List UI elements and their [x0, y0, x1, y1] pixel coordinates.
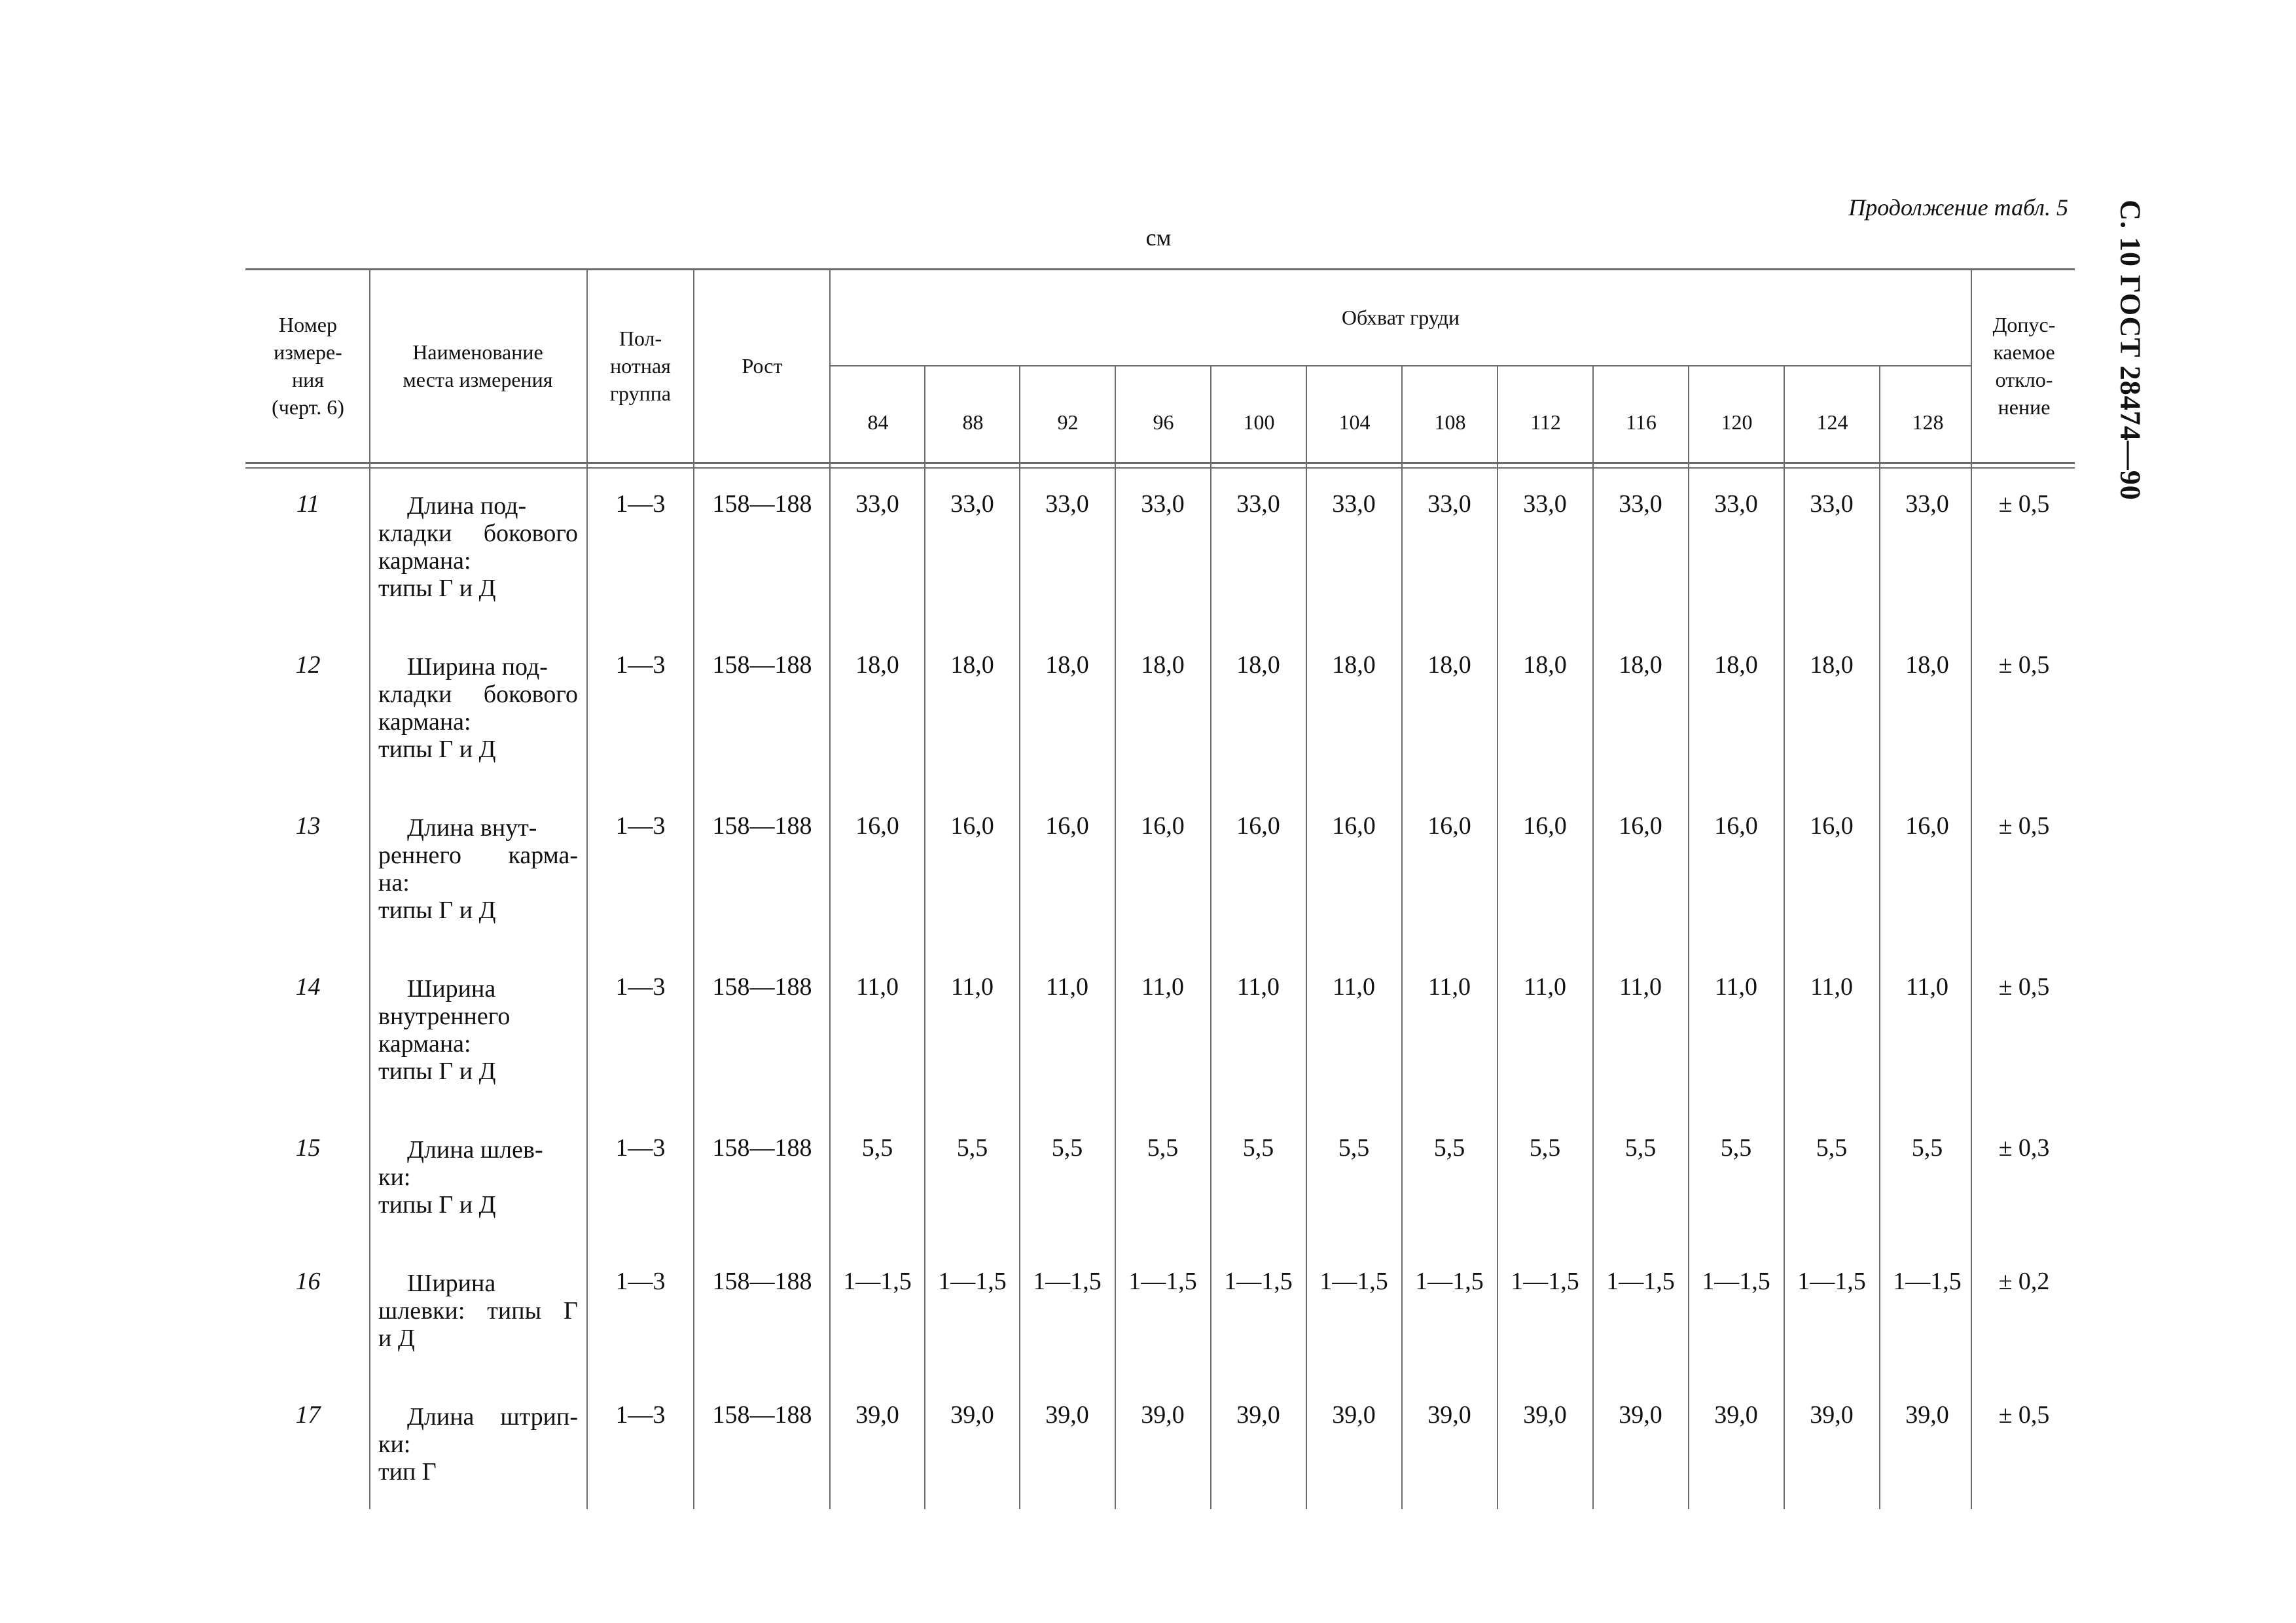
header-place-name	[370, 270, 586, 462]
column-rule	[1784, 365, 1785, 1509]
row-value-cell: 39,0	[950, 1401, 994, 1429]
row-value-cell: 5,5	[1911, 1134, 1943, 1162]
column-rule	[1401, 365, 1403, 1509]
row-value-cell: 16,0	[1141, 812, 1185, 840]
row-value-cell: 33,0	[1045, 490, 1089, 518]
row-value-cell: 1—1,5	[1415, 1268, 1484, 1295]
row-fullness-group: 1—3	[615, 651, 666, 679]
row-value-cell: 16,0	[855, 812, 899, 840]
row-value-cell: 39,0	[1810, 1401, 1854, 1429]
row-value-cell: 39,0	[855, 1401, 899, 1429]
row-place-name	[378, 1403, 578, 1486]
row-value-cell: 11,0	[1427, 973, 1471, 1001]
row-value-cell: 1—1,5	[1702, 1268, 1770, 1295]
row-place-name-line: Длина внут-	[407, 814, 537, 842]
column-rule	[829, 268, 831, 1509]
row-place-name-line: типы Г и Д	[378, 897, 496, 924]
row-height: 158—188	[712, 1401, 812, 1429]
row-value-cell: 5,5	[861, 1134, 893, 1162]
table-continuation-caption: Продолжение табл. 5	[1848, 194, 2068, 221]
row-value-cell: 16,0	[1619, 812, 1662, 840]
header-chest-size: 124	[1816, 410, 1848, 434]
row-value-cell: 5,5	[1624, 1134, 1657, 1162]
row-value-cell: 1—1,5	[843, 1268, 912, 1295]
header-fullness-group	[587, 270, 694, 462]
row-value-cell: 39,0	[1236, 1401, 1280, 1429]
row-tolerance: ± 0,5	[1998, 1401, 2050, 1429]
row-value-cell: 18,0	[1141, 651, 1185, 679]
row-value-cell: 39,0	[1714, 1401, 1758, 1429]
row-value-cell: 11,0	[1523, 973, 1567, 1001]
row-value-cell: 33,0	[1905, 490, 1949, 518]
row-value-cell: 18,0	[1427, 651, 1471, 679]
row-value-cell: 39,0	[1045, 1401, 1089, 1429]
header-text-line: нотная	[610, 354, 671, 378]
header-text-line: Номер	[279, 313, 337, 336]
header-tolerance	[1973, 270, 2075, 462]
header-chest-size: 88	[962, 410, 984, 434]
header-chest-size: 92	[1057, 410, 1079, 434]
row-value-cell: 18,0	[1619, 651, 1662, 679]
row-value-cell: 1—1,5	[1511, 1268, 1579, 1295]
row-value-cell: 18,0	[1236, 651, 1280, 679]
row-fullness-group: 1—3	[615, 973, 666, 1001]
row-value-cell: 11,0	[1141, 973, 1185, 1001]
row-place-name-line: Ширина под-	[407, 653, 548, 681]
row-tolerance: ± 0,5	[1998, 490, 2050, 518]
row-place-name	[378, 492, 578, 602]
header-text-line: ния	[292, 368, 324, 391]
row-value-cell: 1—1,5	[1797, 1268, 1866, 1295]
row-value-cell: 5,5	[1242, 1134, 1274, 1162]
row-value-cell: 5,5	[1529, 1134, 1561, 1162]
column-rule	[1971, 268, 1972, 1509]
row-height: 158—188	[712, 812, 812, 840]
row-place-name-line: кармана:	[378, 547, 471, 575]
row-value-cell: 18,0	[950, 651, 994, 679]
row-value-cell: 33,0	[1714, 490, 1758, 518]
header-bottom-rule	[245, 462, 2075, 464]
row-place-name-line: типы Г и Д	[378, 1191, 496, 1219]
row-place-name-line: кладки бокового	[378, 681, 578, 708]
row-value-cell: 11,0	[1810, 973, 1854, 1001]
column-rule	[1688, 365, 1689, 1509]
row-tolerance: ± 0,3	[1998, 1134, 2050, 1162]
row-value-cell: 18,0	[1045, 651, 1089, 679]
header-chest-size: 100	[1243, 410, 1275, 434]
row-place-name-line: Длина шлев-	[407, 1136, 543, 1164]
row-value-cell: 1—1,5	[938, 1268, 1007, 1295]
row-value-cell: 33,0	[1619, 490, 1662, 518]
row-tolerance: ± 0,2	[1998, 1268, 2050, 1295]
row-measure-number: 12	[295, 651, 321, 679]
header-chest-size: 112	[1530, 410, 1561, 434]
row-place-name-line: типы Г и Д	[378, 1058, 496, 1085]
header-chest-size: 120	[1721, 410, 1753, 434]
row-place-name-line: Ширина	[407, 1270, 496, 1297]
row-fullness-group: 1—3	[615, 1268, 666, 1295]
row-value-cell: 39,0	[1332, 1401, 1376, 1429]
header-height	[695, 270, 829, 462]
header-text-line: нение	[1998, 395, 2051, 419]
standard-page-label: С. 10 ГОСТ 28474—90	[2114, 200, 2147, 501]
row-place-name	[378, 1270, 578, 1352]
row-value-cell: 5,5	[1338, 1134, 1370, 1162]
row-value-cell: 33,0	[1427, 490, 1471, 518]
row-height: 158—188	[712, 651, 812, 679]
row-value-cell: 11,0	[1236, 973, 1280, 1001]
row-value-cell: 33,0	[1141, 490, 1185, 518]
row-place-name-line: на:	[378, 869, 410, 897]
row-value-cell: 39,0	[1619, 1401, 1662, 1429]
row-place-name-line: типы Г и Д	[378, 736, 496, 763]
row-value-cell: 1—1,5	[1033, 1268, 1102, 1295]
row-value-cell: 16,0	[1714, 812, 1758, 840]
row-value-cell: 33,0	[1523, 490, 1567, 518]
header-chest-size: 128	[1912, 410, 1944, 434]
row-value-cell: 5,5	[1147, 1134, 1179, 1162]
row-place-name-line: Длина штрип-	[407, 1403, 578, 1431]
row-value-cell: 18,0	[1810, 651, 1854, 679]
row-tolerance: ± 0,5	[1998, 973, 2050, 1001]
row-value-cell: 11,0	[1332, 973, 1376, 1001]
row-place-name-line: типы Г и Д	[378, 575, 496, 602]
row-value-cell: 5,5	[1720, 1134, 1752, 1162]
column-rule	[1019, 365, 1020, 1509]
row-value-cell: 16,0	[1236, 812, 1280, 840]
column-rule	[1306, 365, 1307, 1509]
row-fullness-group: 1—3	[615, 812, 666, 840]
row-fullness-group: 1—3	[615, 490, 666, 518]
row-value-cell: 16,0	[1045, 812, 1089, 840]
row-measure-number: 11	[296, 490, 320, 518]
column-rule	[693, 268, 694, 1509]
row-value-cell: 11,0	[1714, 973, 1758, 1001]
header-measure-number	[247, 270, 368, 462]
row-value-cell: 18,0	[1905, 651, 1949, 679]
header-text-line: каемое	[1993, 340, 2055, 364]
row-value-cell: 33,0	[1332, 490, 1376, 518]
row-place-name	[378, 1136, 578, 1219]
header-text-line: места измерения	[403, 368, 553, 391]
table-unit-label: см	[1145, 224, 1172, 251]
row-place-name-line: ки:	[378, 1164, 411, 1191]
header-text-line: Допус-	[1992, 313, 2056, 336]
row-value-cell: 5,5	[956, 1134, 988, 1162]
row-value-cell: 5,5	[1051, 1134, 1083, 1162]
row-place-name	[378, 814, 578, 924]
row-measure-number: 13	[295, 812, 321, 840]
column-rule	[1497, 365, 1498, 1509]
row-value-cell: 33,0	[950, 490, 994, 518]
column-rule	[1879, 365, 1880, 1509]
row-value-cell: 39,0	[1905, 1401, 1949, 1429]
row-value-cell: 11,0	[1619, 973, 1662, 1001]
header-chest-size: 116	[1626, 410, 1657, 434]
header-text-line: откло-	[1995, 368, 2053, 391]
header-text-line: Пол-	[619, 327, 662, 350]
row-place-name-line: кармана:	[378, 1030, 471, 1058]
header-text-line: (черт. 6)	[272, 395, 344, 419]
row-value-cell: 1—1,5	[1319, 1268, 1388, 1295]
row-value-cell: 18,0	[1714, 651, 1758, 679]
row-value-cell: 11,0	[855, 973, 899, 1001]
row-value-cell: 16,0	[1810, 812, 1854, 840]
row-place-name-line: Ширина	[407, 975, 496, 1003]
header-chest-girth	[831, 270, 1970, 365]
row-measure-number: 17	[295, 1401, 321, 1429]
row-value-cell: 11,0	[950, 973, 994, 1001]
header-text-line: Рост	[742, 354, 783, 378]
header-text-line: Наименование	[412, 340, 543, 364]
row-height: 158—188	[712, 1134, 812, 1162]
row-fullness-group: 1—3	[615, 1134, 666, 1162]
row-value-cell: 39,0	[1523, 1401, 1567, 1429]
row-place-name-line: и Д	[378, 1325, 415, 1352]
header-text-line: группа	[609, 382, 672, 405]
header-chest-size: 104	[1338, 410, 1371, 434]
row-height: 158—188	[712, 973, 812, 1001]
row-place-name-line: реннего карма-	[378, 842, 578, 869]
row-place-name-line: шлевки: типы Г	[378, 1297, 578, 1325]
header-text-line: Обхват груди	[1341, 306, 1460, 329]
column-rule	[1592, 365, 1594, 1509]
column-rule	[1210, 365, 1211, 1509]
header-chest-size: 96	[1153, 410, 1174, 434]
row-value-cell: 1—1,5	[1606, 1268, 1675, 1295]
row-fullness-group: 1—3	[615, 1401, 666, 1429]
row-value-cell: 16,0	[1332, 812, 1376, 840]
header-bottom-rule-double	[245, 467, 2075, 469]
header-chest-size: 84	[867, 410, 889, 434]
column-rule	[369, 268, 370, 1509]
row-place-name-line: тип Г	[378, 1458, 437, 1486]
row-value-cell: 39,0	[1427, 1401, 1471, 1429]
row-value-cell: 16,0	[1427, 812, 1471, 840]
row-value-cell: 33,0	[1810, 490, 1854, 518]
row-value-cell: 18,0	[1332, 651, 1376, 679]
row-place-name	[378, 653, 578, 763]
row-place-name-line: ки:	[378, 1431, 411, 1458]
row-value-cell: 18,0	[855, 651, 899, 679]
row-height: 158—188	[712, 1268, 812, 1295]
row-value-cell: 1—1,5	[1128, 1268, 1197, 1295]
row-place-name-line: внутреннего	[378, 1003, 511, 1030]
row-value-cell: 1—1,5	[1893, 1268, 1962, 1295]
row-value-cell: 5,5	[1816, 1134, 1848, 1162]
row-value-cell: 16,0	[1523, 812, 1567, 840]
row-tolerance: ± 0,5	[1998, 651, 2050, 679]
row-place-name-line: кладки бокового	[378, 520, 578, 547]
row-place-name-line: кармана:	[378, 708, 471, 736]
header-chest-size: 108	[1434, 410, 1466, 434]
row-tolerance: ± 0,5	[1998, 812, 2050, 840]
row-height: 158—188	[712, 490, 812, 518]
row-place-name	[378, 975, 578, 1085]
row-value-cell: 18,0	[1523, 651, 1567, 679]
row-value-cell: 33,0	[855, 490, 899, 518]
row-value-cell: 5,5	[1433, 1134, 1465, 1162]
column-rule	[924, 365, 925, 1509]
row-value-cell: 11,0	[1905, 973, 1949, 1001]
column-rule	[586, 268, 588, 1509]
row-value-cell: 1—1,5	[1224, 1268, 1293, 1295]
column-rule	[1115, 365, 1116, 1509]
row-value-cell: 16,0	[1905, 812, 1949, 840]
row-measure-number: 15	[295, 1134, 321, 1162]
row-place-name-line: Длина под-	[407, 492, 527, 520]
row-value-cell: 33,0	[1236, 490, 1280, 518]
row-measure-number: 16	[295, 1268, 321, 1295]
row-value-cell: 16,0	[950, 812, 994, 840]
row-value-cell: 11,0	[1045, 973, 1089, 1001]
row-measure-number: 14	[295, 973, 321, 1001]
row-value-cell: 39,0	[1141, 1401, 1185, 1429]
header-text-line: измере-	[274, 340, 342, 364]
